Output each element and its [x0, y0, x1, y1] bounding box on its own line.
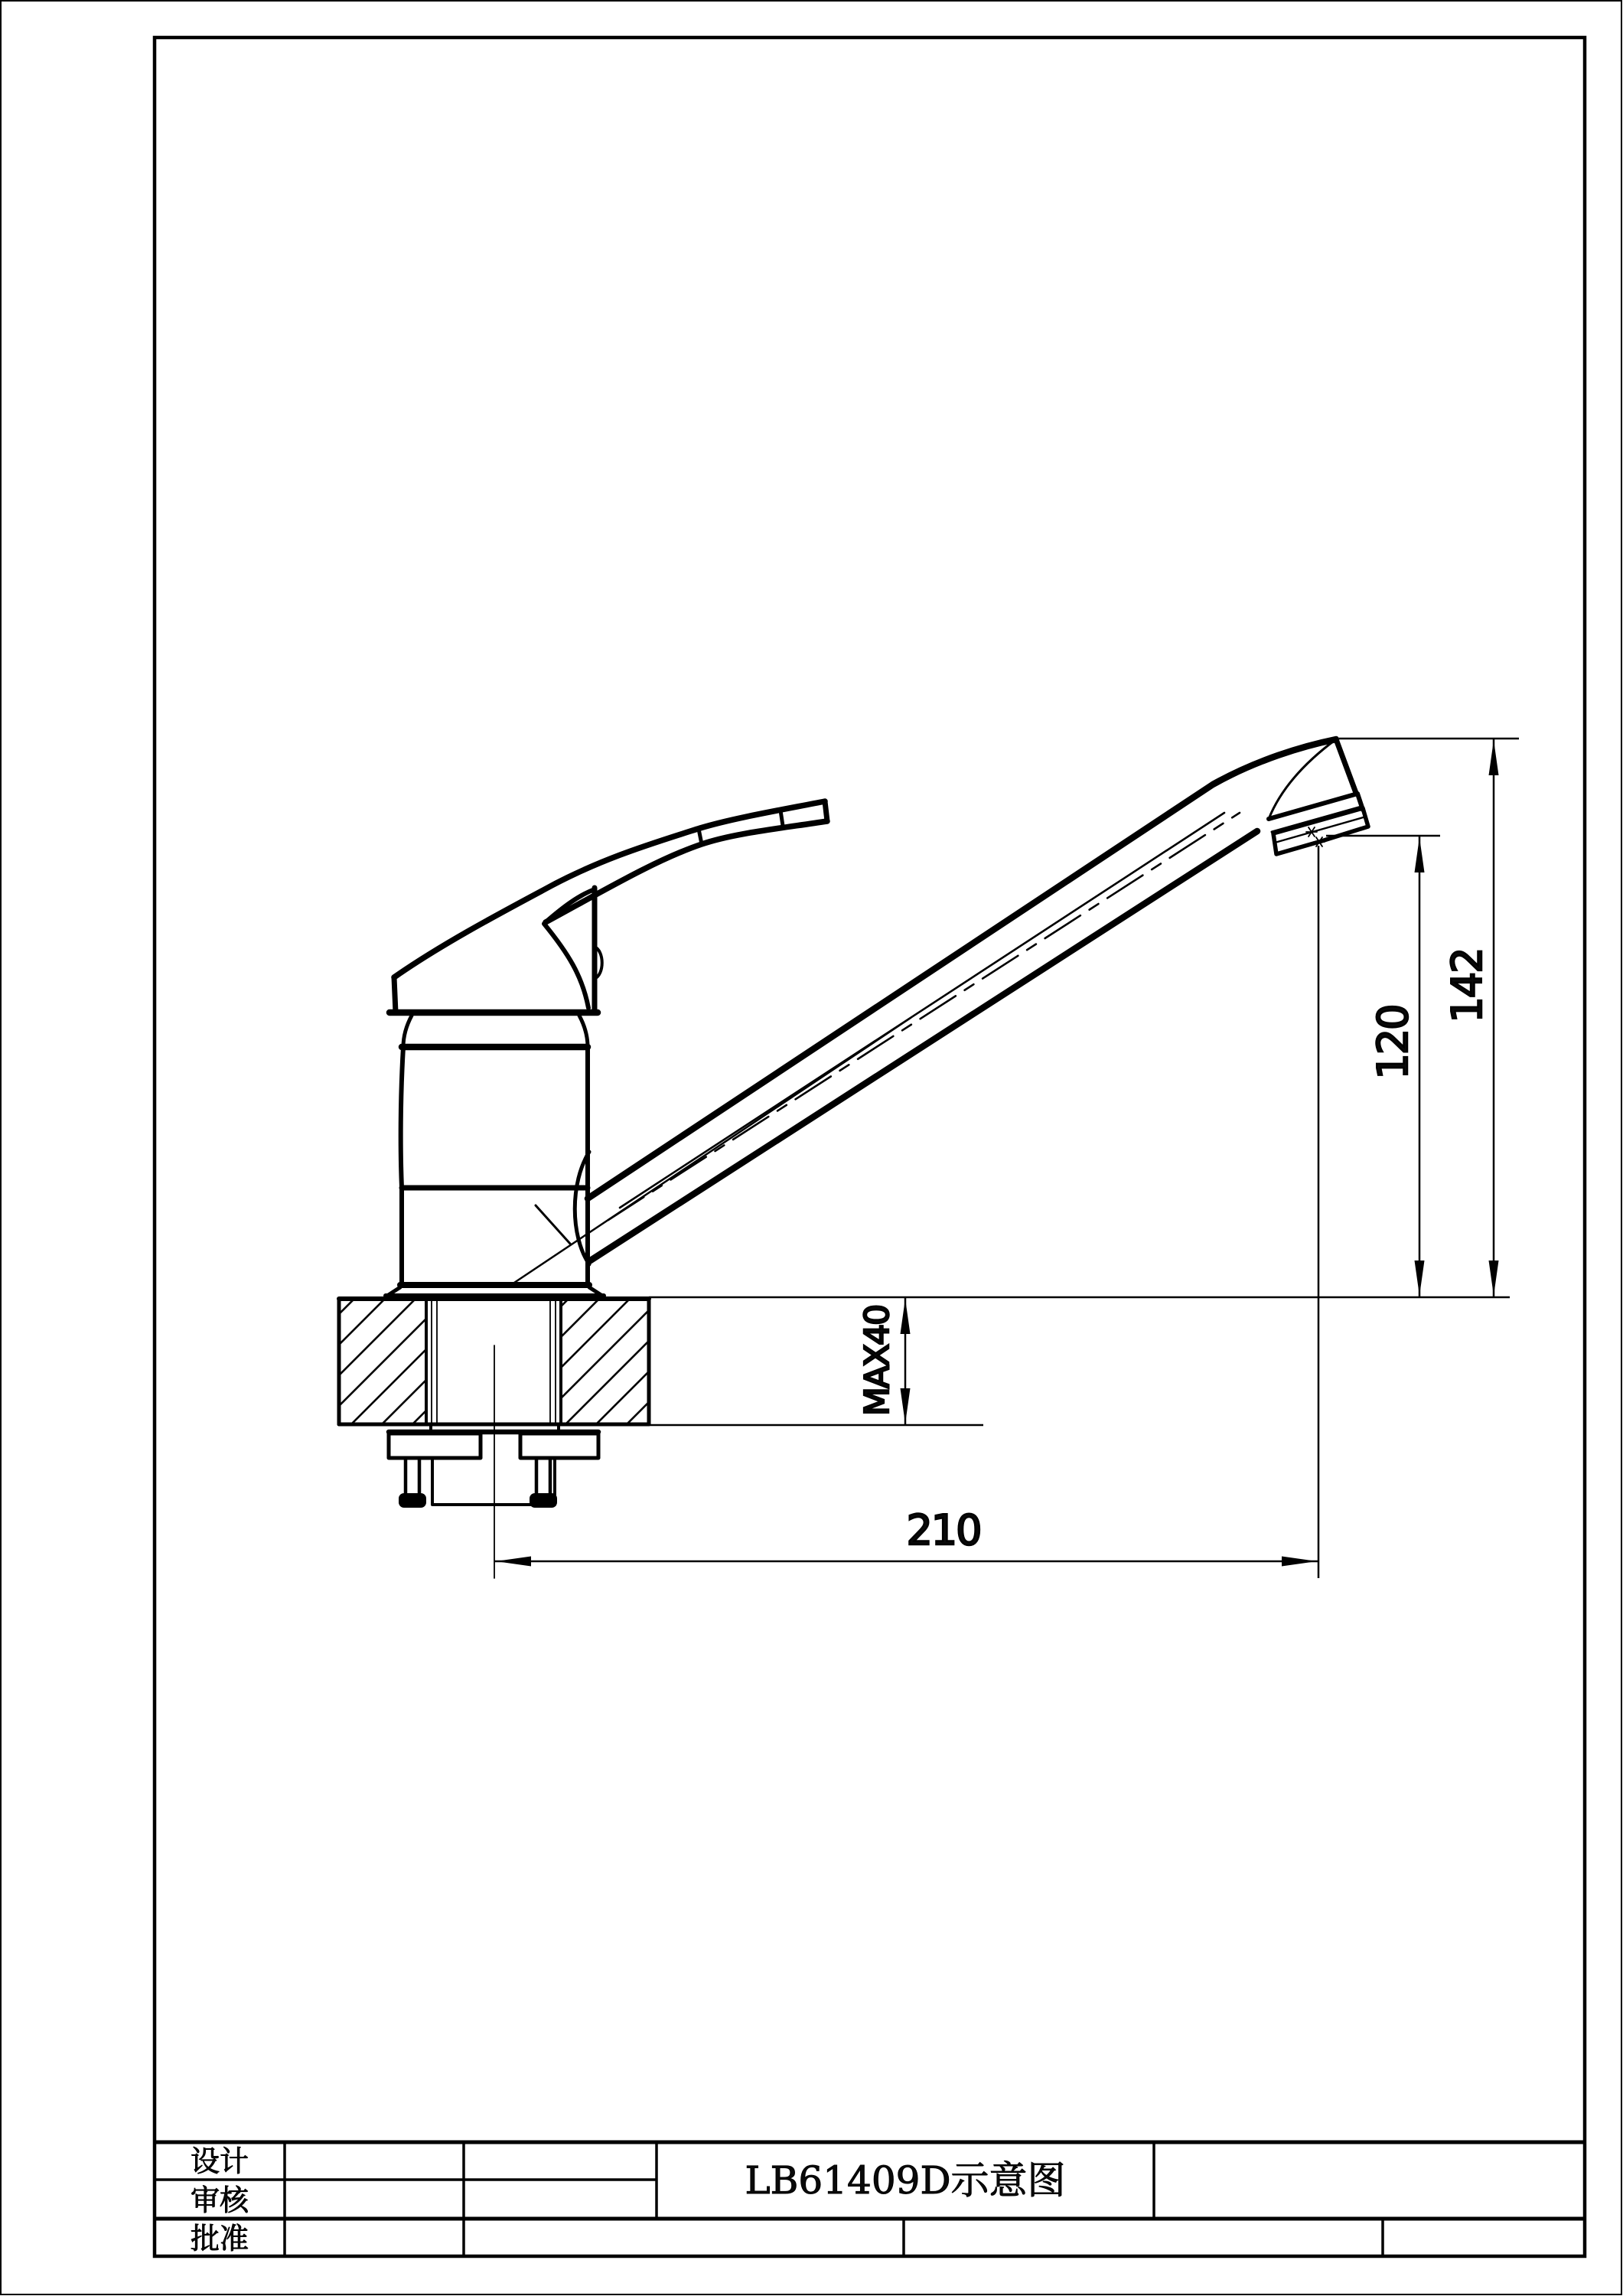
- dim-120-text: 120: [1369, 1005, 1417, 1080]
- approve-label: 批准: [190, 2222, 249, 2255]
- deck-hatch-right: [561, 1300, 649, 1424]
- escutcheon-base: [386, 1285, 604, 1296]
- dimension-max40: [649, 1297, 983, 1425]
- nut-right: [530, 1493, 557, 1508]
- spout-tube: [588, 739, 1336, 1261]
- dim-210-text: 210: [906, 1506, 981, 1554]
- mounting-washer-left: [389, 1433, 481, 1458]
- review-label: 审核: [190, 2183, 249, 2217]
- shank-thread-lines: [432, 1300, 556, 1424]
- dim-142-text: 142: [1443, 948, 1491, 1023]
- dimension-210: [494, 846, 1318, 1578]
- bonnet-neck: [403, 1016, 588, 1047]
- stud-left: [406, 1458, 419, 1495]
- deck-hatch-left: [339, 1300, 426, 1424]
- design-label: 设计: [190, 2144, 249, 2178]
- faucet-side-view: [339, 739, 1368, 1578]
- sheet-borders: [1, 1, 1621, 2294]
- handle-lever: [394, 801, 827, 977]
- inner-frame: [155, 38, 1585, 2256]
- spout-centerline: [608, 813, 1240, 1220]
- nut-left: [399, 1493, 426, 1508]
- drawing-title: LB61409D示意图: [745, 2158, 1066, 2203]
- dim-max40-text: MAX40: [858, 1305, 897, 1417]
- outer-border: [1, 1, 1621, 2294]
- title-block: [155, 2142, 1585, 2256]
- stud-right: [536, 1458, 550, 1495]
- dimension-120: [1326, 836, 1440, 1297]
- mounting-washer-right: [520, 1433, 598, 1458]
